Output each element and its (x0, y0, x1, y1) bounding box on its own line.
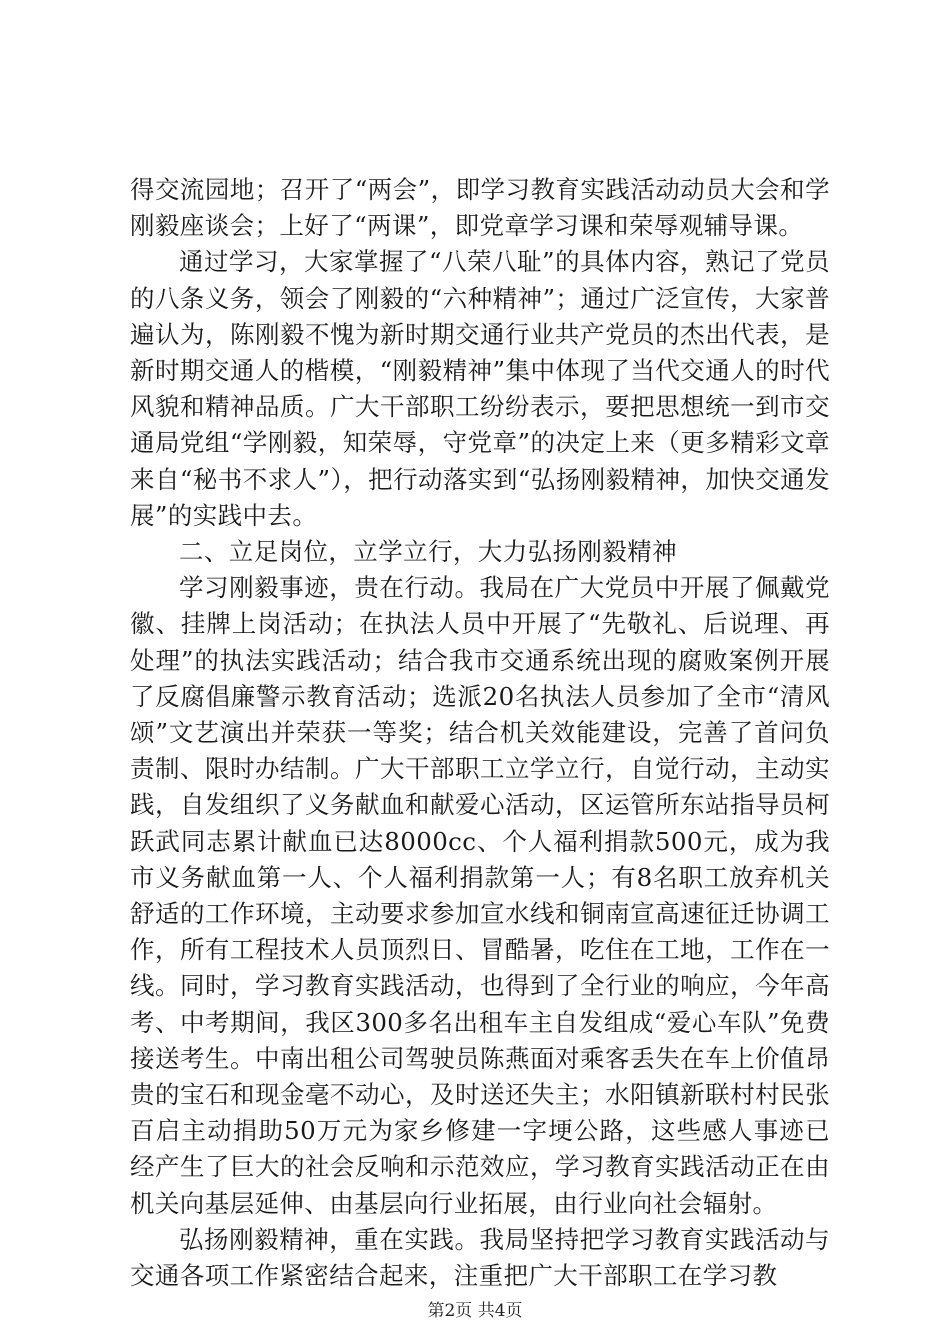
paragraph-action: 学习刚毅事迹，贵在行动。我局在广大党员中开展了佩戴党徽、挂牌上岗活动；在执法人员中开展了“先敬礼、后说理、再处理”的执法实践活动；结合我市交通系统出现的腐败案例开展了反腐倡廉警示教育活动；选派20名执法人员参加了全市“清风颂”文艺演出并荣获一等奖；结合机关效能建设，完善了首问负责制、限时办结制。广大干部职工立学立行，自觉行动，主动实践，自发组织了义务献血和献爱心活动，区运管所东站指导员柯跃武同志累计献血已达8000cc、个人福利捐款500元，成为我市义务献血第一人、个人福利捐款第一人；有8名职工放弃机关舒适的工作环境，主动要求参加宣水线和铜南宣高速征迁协调工作，所有工程技术人员顶烈日、冒酷暑，吃住在工地，工作在一线。同时，学习教育实践活动，也得到了全行业的响应，今年高考、中考期间，我区300多名出租车主自发组成“爱心车队”免费接送考生。中南出租公司驾驶员陈燕面对乘客丢失在车上价值昂贵的宝石和现金毫不动心，及时送还失主；水阳镇新联村村民张百启主动捐助50万元为家乡修建一字埂公路，这些感人事迹已经产生了巨大的社会反响和示范效应，学习教育实践活动正在由机关向基层延伸、由基层向行业拓展，由行业向社会辐射。 (130, 573, 830, 1218)
paragraph-study-results: 通过学习，大家掌握了“八荣八耻”的具体内容，熟记了党员的八条义务，领会了刚毅的“六种精神”；通过广泛宣传，大家普遍认为，陈刚毅不愧为新时期交通行业共产党员的杰出代表，是新时期交通人的楷模，“刚毅精神”集中体现了当代交通人的时代风貌和精神品质。广大干部职工纷纷表示，要把思想统一到市交通局党组“学刚毅，知荣辱，守党章”的决定上来（更多精彩文章来自“秘书不求人”），把行动落实到“弘扬刚毅精神，加快交通发展”的实践中去。 (130, 247, 830, 530)
paragraph-practice: 弘扬刚毅精神，重在实践。我局坚持把学习教育实践活动与交通各项工作紧密结合起来，注重把广大干部职工在学习教 (130, 1224, 830, 1291)
paragraph-continuation: 得交流园地；召开了“两会”，即学习教育实践活动动员大会和学刚毅座谈会；上好了“两课”，即党章学习课和荣辱观辅导课。 (130, 175, 830, 241)
document-body (130, 172, 830, 1294)
page-footer: 第2页 共4页 (427, 1301, 523, 1321)
section-heading-two: 二、立足岗位，立学立行，大力弘扬刚毅精神 (179, 537, 677, 567)
